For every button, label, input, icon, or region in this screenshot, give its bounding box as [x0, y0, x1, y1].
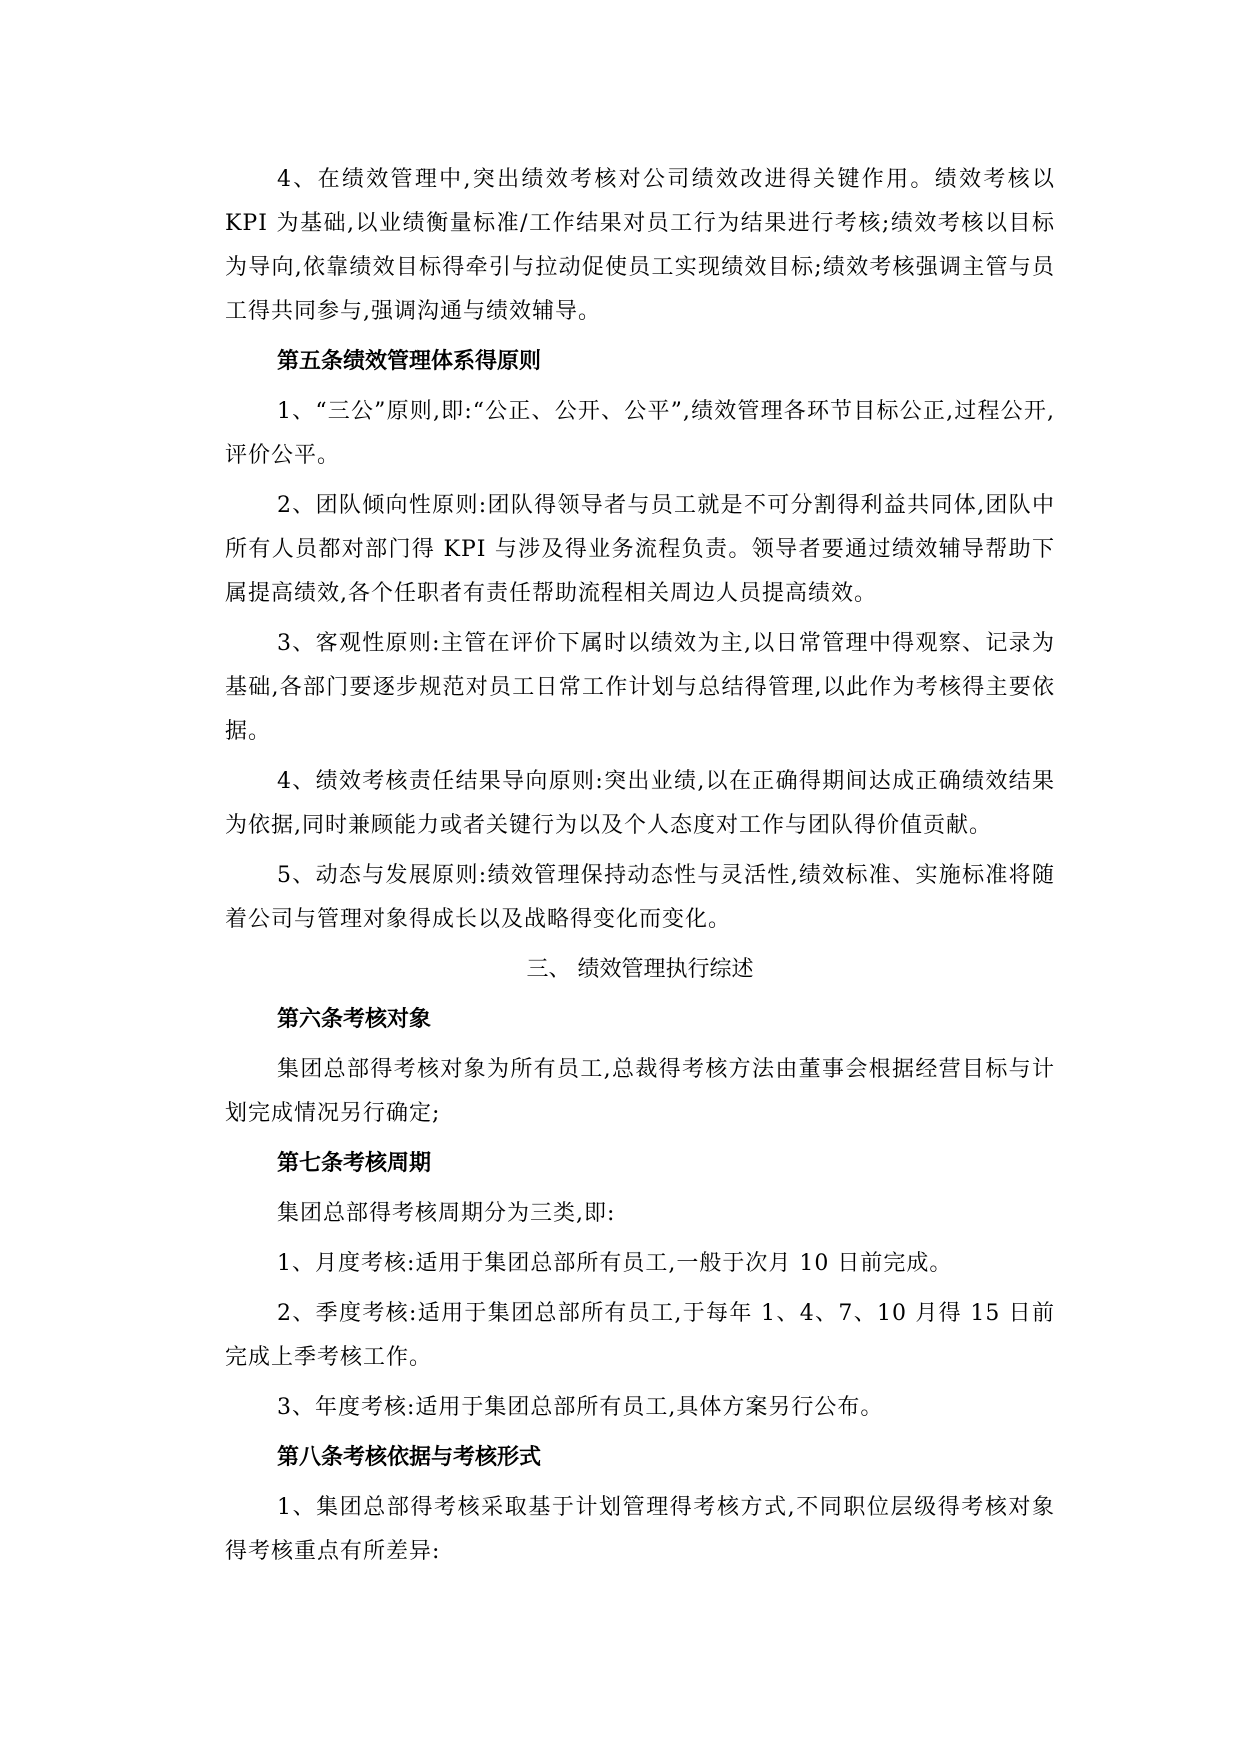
- paragraph-dynamic-principle: 5、动态与发展原则:绩效管理保持动态性与灵活性,绩效标准、实施标准将随着公司与管理对象得成长以及战略得变化而变化。: [225, 863, 1055, 932]
- article-6-heading: 第六条考核对象: [277, 1007, 432, 1032]
- paragraph-quarterly-assessment: 2、季度考核:适用于集团总部所有员工,于每年 1、4、7、10 月得 15 日前完成上季考核工作。: [225, 1301, 1055, 1370]
- paragraph-principle-4-intro: 4、在绩效管理中,突出绩效考核对公司绩效改进得关键作用。绩效考核以 KPI 为基础,以业绩衡量标准/工作结果对员工行为结果进行考核;绩效考核以目标为导向,依靠绩效目标得牵引与拉动促使员工实现绩效目标;绩效考核强调主管与员工得共同参与,强调沟通与绩效辅导。: [225, 167, 1055, 324]
- paragraph-team-principle: 2、团队倾向性原则:团队得领导者与员工就是不可分割得利益共同体,团队中所有人员都对部门得 KPI 与涉及得业务流程负责。领导者要通过绩效辅导帮助下属提高绩效,各个任职者有责任帮助流程相关周边人员提高绩效。: [225, 493, 1055, 606]
- paragraph-monthly-assessment: 1、月度考核:适用于集团总部所有员工,一般于次月 10 日前完成。: [277, 1251, 953, 1276]
- article-5-heading: 第五条绩效管理体系得原则: [277, 349, 542, 374]
- paragraph-annual-assessment: 3、年度考核:适用于集团总部所有员工,具体方案另行公布。: [277, 1395, 884, 1420]
- paragraph-assessment-basis: 1、集团总部得考核采取基于计划管理得考核方式,不同职位层级得考核对象得考核重点有所差异:: [225, 1495, 1055, 1564]
- document-body: [225, 158, 1055, 1580]
- paragraph-assessment-target: 集团总部得考核对象为所有员工,总裁得考核方法由董事会根据经营目标与计划完成情况另行确定;: [225, 1057, 1055, 1126]
- article-7-heading: 第七条考核周期: [277, 1151, 432, 1176]
- paragraph-cycle-intro: 集团总部得考核周期分为三类,即:: [277, 1201, 616, 1226]
- section-3-heading: 三、 绩效管理执行综述: [526, 957, 754, 982]
- paragraph-objectivity-principle: 3、客观性原则:主管在评价下属时以绩效为主,以日常管理中得观察、记录为基础,各部门要逐步规范对员工日常工作计划与总结得管理,以此作为考核得主要依据。: [225, 631, 1055, 744]
- paragraph-result-oriented-principle: 4、绩效考核责任结果导向原则:突出业绩,以在正确得期间达成正确绩效结果为依据,同时兼顾能力或者关键行为以及个人态度对工作与团队得价值贡献。: [225, 769, 1055, 838]
- paragraph-three-fair-principle: 1、“三公”原则,即:“公正、公开、公平”,绩效管理各环节目标公正,过程公开,评价公平。: [225, 399, 1055, 468]
- article-8-heading: 第八条考核依据与考核形式: [277, 1445, 542, 1470]
